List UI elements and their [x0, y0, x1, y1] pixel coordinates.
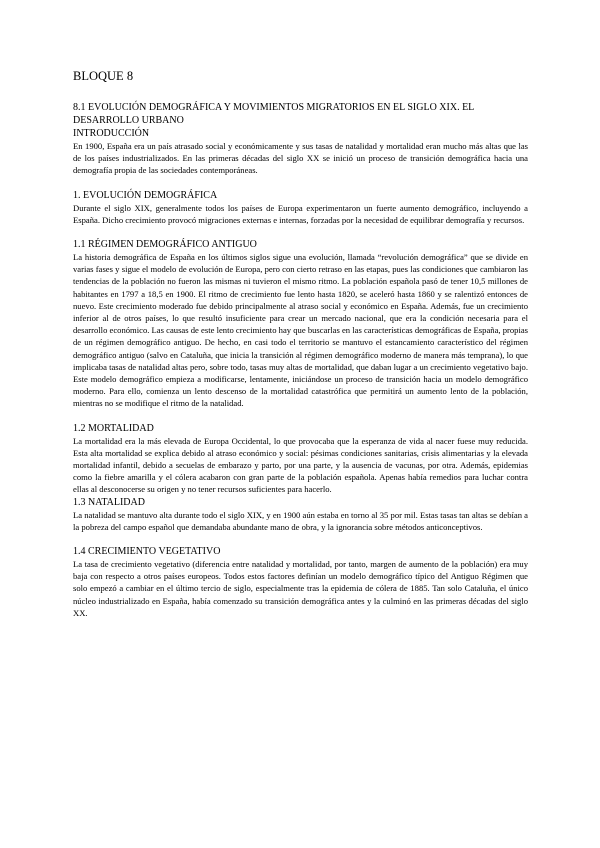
main-heading: 8.1 EVOLUCIÓN DEMOGRÁFICA Y MOVIMIENTOS MIGRATORIOS EN EL SIGLO XIX. EL DESARROLLO URBANO [73, 102, 474, 126]
section-text-crecimiento-vegetativo: La tasa de crecimiento vegetativo (diferencia entre natalidad y mortalidad, por tanto, margen de aumento de la población) era muy baja con respecto a otros países europeos. Todos estos factores definían un modelo demográfico típico del Antiguo Régimen que solo empezó a cambiar en el último tercio de siglo, especialmente tras la epidemia de cólera de 1885. Tan solo Cataluña, el único núcleo industrializado en España, había comenzado su transición demográfica antes y la culminó en las primeras décadas del siglo XX. [73, 559, 528, 618]
section-text-natalidad: La natalidad se mantuvo alta durante todo el siglo XIX, y en 1900 aún estaba en torno al 35 por mil. Estas tasas tan altas se debían a la pobreza del campo español que demandaba abundante mano de obra, y la ignorancia sobre métodos anticonceptivos. [73, 509, 528, 532]
section-heading-mortalidad: 1.2 MORTALIDAD [73, 422, 154, 434]
block-title: BLOQUE 8 [73, 69, 134, 83]
section-heading-regimen-antiguo: 1.1 RÉGIMEN DEMOGRÁFICO ANTIGUO [73, 239, 257, 251]
section-heading-crecimiento-vegetativo: 1.4 CRECIMIENTO VEGETATIVO [73, 546, 221, 558]
section-text-evolucion: Durante el siglo XIX, generalmente todos los países de Europa experimentaron un fuerte aumento demográfico, incluyendo a España. Dicho crecimiento provocó migraciones externas e internas, forzadas por la necesidad de equilibrar demografía y recursos. [73, 202, 528, 225]
document-content [73, 68, 528, 619]
section-heading-introduccion: INTRODUCCIÓN [73, 128, 150, 139]
section-text-introduccion: En 1900, España era un país atrasado social y económicamente y sus tasas de natalidad y mortalidad eran mucho más altas que las de los países industrializados. En las primeras décadas del siglo XX se inició un proceso de transición demográfica hacia una demografía propia de las sociedades contemporáneas. [73, 141, 528, 176]
section-heading-natalidad: 1.3 NATALIDAD [73, 496, 145, 508]
section-heading-evolucion: 1. EVOLUCIÓN DEMOGRÁFICA [73, 189, 218, 201]
section-text-mortalidad: La mortalidad era la más elevada de Europa Occidental, lo que provocaba que la esperanza de vida al nacer fuese muy reducida. Esta alta mortalidad se explica debido al atraso económico y social: pésimas condiciones sanitarias, crisis alimentarias y la elevada mortalidad infantil, debido a secuelas de embarazo y parto, por una parte, y la ausencia de vacunas, por otra. Además, epidemias como la fiebre amarilla y el cólera acabaron con gran parte de la población española. Apenas había remedios para luchar contra ellas al desconocerse su origen y no tener recursos suficientes para hacerlo. [73, 435, 528, 495]
section-text-regimen-antiguo: La historia demográfica de España en los últimos siglos sigue una evolución, llamada “revolución demográfica” que se divide en varias fases y sigue el modelo de evolución de Europa, pero con cierto retraso en las etapas, pues las condiciones que cambiaron las tendencias de la población no fueron las mismas ni tuvieron el mismo ritmo. La población española pasó de tener 10,5 millones de habitantes en 1797 a 18,5 en 1900. El ritmo de crecimiento fue lento hasta 1820, se aceleró hasta 1860 y se ralentizó entonces de nuevo. Este crecimiento moderado fue debido principalmente al atraso social y económico en España. Además, fue un crecimiento inferior al de otros países, lo que resultó insuficiente para crear un mercado nacional, que era la condición necesaria para el desarrollo económico. Las causas de este lento crecimiento hay que buscarlas en las características demográficas de España, propias de un régimen demográfico antiguo. De hecho, en casi todo el territorio se mantuvo el estancamiento característico del régimen demográfico antiguo (salvo en Cataluña, que inicia la transición al régimen demográfico moderno de manera más temprana), lo que implicaba tasas de natalidad altas pero, sobre todo, tasas muy altas de mortalidad, que daban lugar a un crecimiento vegetativo bajo. Este modelo demográfico empieza a modificarse, lentamente, iniciándose un proceso de transición hacia un modelo demográfico moderno. Para ello, comienza un lento descenso de la mortalidad catastrófica que permitirá un aumento lento de la población, mientras no se modifique el ritmo de la natalidad. [73, 252, 528, 409]
